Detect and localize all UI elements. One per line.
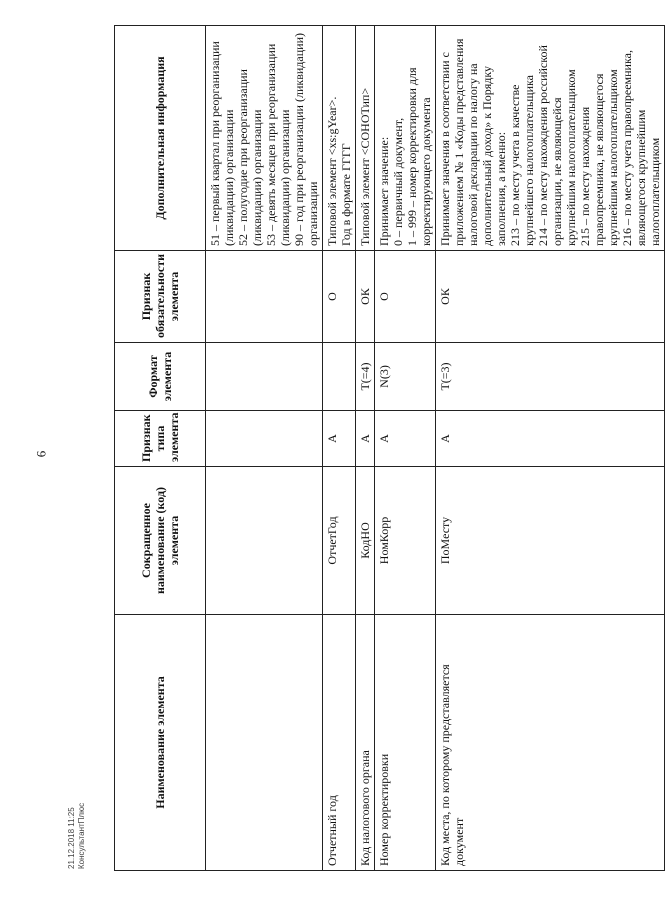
info-line: Принимает значение: xyxy=(377,136,391,246)
info-line: 216 – по месту учета правопреемника, являющегося крупнейшим налогоплательщиком xyxy=(620,50,662,246)
cell-type: А xyxy=(356,411,375,467)
cell-required: О xyxy=(323,251,356,343)
cell-name: Код налогового органа xyxy=(356,615,375,871)
table-row xyxy=(323,26,356,871)
cell-format: N(3) xyxy=(375,343,436,411)
info-line: 213 – по месту учета в качестве крупнейшего налогоплательщика xyxy=(508,74,536,246)
info-line: Год в формате ГГГГ xyxy=(339,143,353,246)
cell-code: КодНО xyxy=(356,467,375,615)
cell-info xyxy=(206,26,323,251)
table-row xyxy=(356,26,375,871)
cell-format xyxy=(206,343,323,411)
cell-info xyxy=(323,26,356,251)
page-number: 6 xyxy=(33,450,49,458)
info-line: 0 – первичный документ, xyxy=(391,117,405,246)
cell-type: А xyxy=(436,411,665,467)
table-header-row xyxy=(115,26,206,871)
info-line: 90 – год при реорганизации (ликвидации) организации xyxy=(292,33,320,246)
footer-date: 21.12.2018 11:25 xyxy=(67,807,76,869)
info-line: 1 – 999 – номер корректировки для корректирующего документа xyxy=(405,67,433,246)
info-line: 215 – по месту нахождения правопреемника, не являющегося крупнейшим налогоплательщиком xyxy=(578,69,620,246)
info-line: 214 – по месту нахождения российской организации, не являющейся крупнейшим налогоплательщиком xyxy=(536,45,578,246)
cell-required: ОК xyxy=(356,251,375,343)
header-code: Сокращенное наименование (код) элемента xyxy=(115,467,206,615)
info-line: Типовой элемент <СОНОТип> xyxy=(358,87,372,246)
header-info: Дополнительная информация xyxy=(115,26,206,251)
cell-required xyxy=(206,251,323,343)
info-line: Принимает значения в соответствии с приложением № 1 «Коды представления налоговой декларации по налогу на дополнительный доход» к Порядку заполнения, а именно: xyxy=(438,38,508,246)
cell-code xyxy=(206,467,323,615)
header-required: Признак обязательности элемента xyxy=(115,251,206,343)
cell-name: Номер корректировки xyxy=(375,615,436,871)
cell-info xyxy=(436,26,665,251)
cell-required: О xyxy=(375,251,436,343)
cell-type: А xyxy=(323,411,356,467)
header-format: Формат элемента xyxy=(115,343,206,411)
table-row xyxy=(206,26,323,871)
header-type: Признак типа элемента xyxy=(115,411,206,467)
cell-name: Отчетный год xyxy=(323,615,356,871)
info-line: 51 – первый квартал при реорганизации (ликвидации) организации xyxy=(208,41,236,246)
cell-name: Код места, по которому представляется документ xyxy=(436,615,665,871)
cell-type xyxy=(206,411,323,467)
cell-code: НомКорр xyxy=(375,467,436,615)
cell-code: ОтчетГод xyxy=(323,467,356,615)
elements-table xyxy=(114,25,665,871)
table-row xyxy=(436,26,665,871)
cell-code: ПоМесту xyxy=(436,467,665,615)
info-line: 52 – полугодие при реорганизации (ликвидации) организации xyxy=(236,69,264,246)
footer-system: КонсультантПлюс xyxy=(77,802,86,869)
cell-name xyxy=(206,615,323,871)
table-row xyxy=(375,26,436,871)
cell-type: А xyxy=(375,411,436,467)
info-line: 53 – девять месяцев при реорганизации (ликвидации) организации xyxy=(264,43,292,246)
header-name: Наименование элемента xyxy=(115,615,206,871)
info-line: Типовой элемент <xs:gYear>. xyxy=(325,96,339,246)
cell-format xyxy=(323,343,356,411)
cell-info xyxy=(356,26,375,251)
cell-format: T(=3) xyxy=(436,343,665,411)
cell-info xyxy=(375,26,436,251)
cell-format: T(=4) xyxy=(356,343,375,411)
cell-required: ОК xyxy=(436,251,665,343)
rotated-page xyxy=(67,26,662,871)
document-footer xyxy=(67,803,87,869)
